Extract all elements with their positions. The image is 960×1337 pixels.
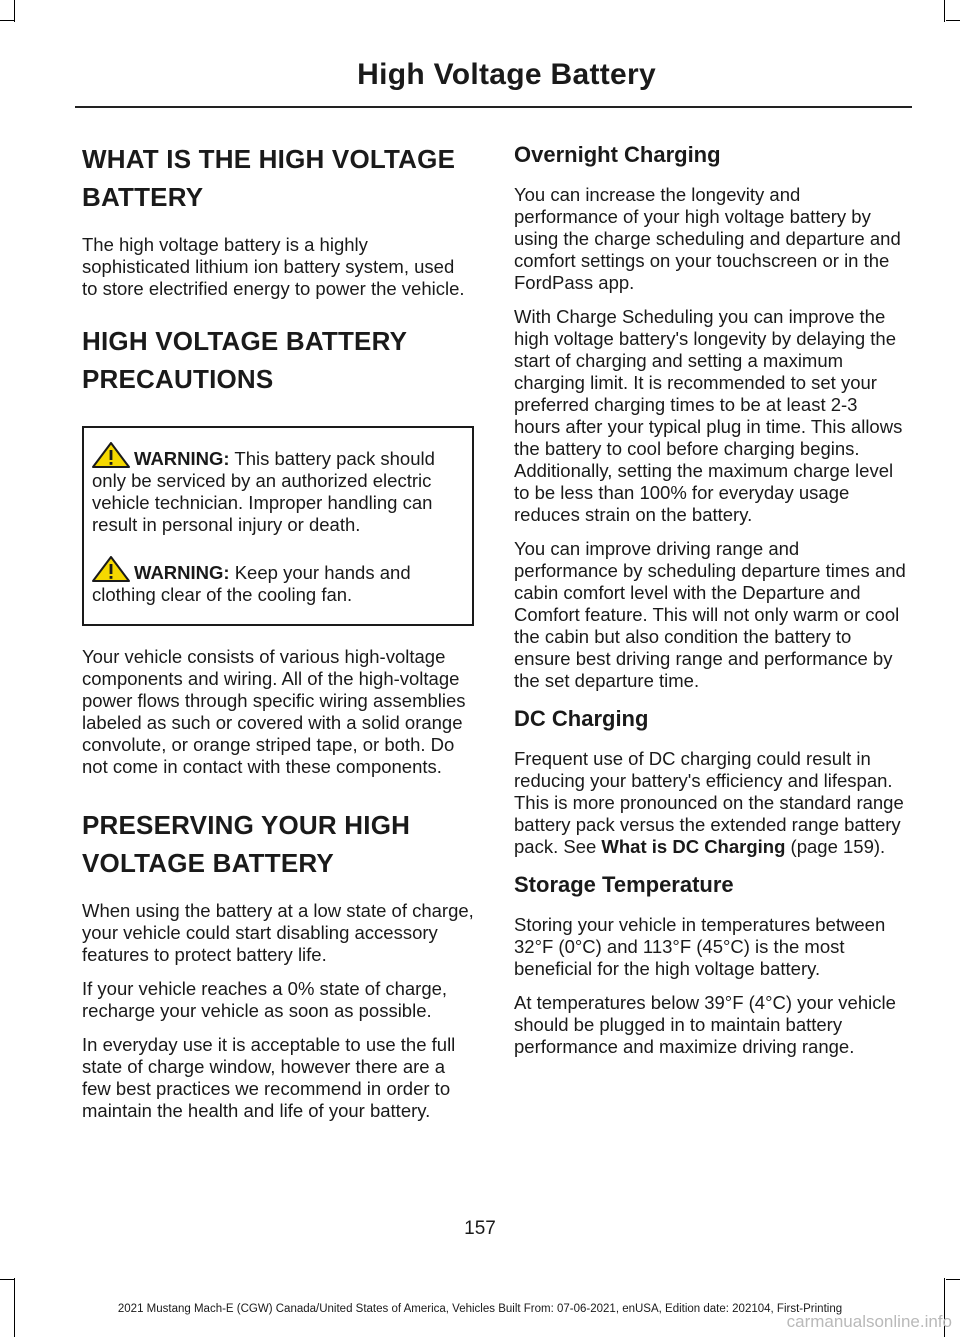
heading-precautions xyxy=(82,322,474,398)
subheading-overnight-charging: Overnight Charging xyxy=(514,142,721,167)
crop-mark xyxy=(0,1279,14,1280)
warning-text: This battery pack should only be serviced by an authorized electric vehicle technician. Improper handling can result in personal injury or death. xyxy=(92,448,435,535)
heading-line: PRECAUTIONS xyxy=(82,364,274,394)
heading-line: VOLTAGE BATTERY xyxy=(82,848,334,878)
heading-line: PRESERVING YOUR HIGH xyxy=(82,810,411,840)
heading-line: WHAT IS THE HIGH VOLTAGE xyxy=(82,144,456,174)
paragraph: At temperatures below 39°F (4°C) your vehicle should be plugged in to maintain battery performance and maximize driving range. xyxy=(514,992,896,1057)
warning-triangle-icon xyxy=(92,442,130,468)
left-column xyxy=(82,140,474,1134)
paragraph xyxy=(514,748,906,858)
subheading-dc-charging: DC Charging xyxy=(514,706,649,731)
paragraph: If your vehicle reaches a 0% state of charge, recharge your vehicle as soon as possible. xyxy=(82,978,448,1021)
watermark: carmanualsonline.info xyxy=(786,1312,952,1331)
page-reference: (page 159). xyxy=(790,836,886,857)
crop-mark xyxy=(14,0,15,22)
paragraph: With Charge Scheduling you can improve the high voltage battery's longevity by delaying the start of charging and setting a maximum charging limit. It is recommended to set your preferred charging times to be at least 2-3 hours after your typical plug in time. This allows the battery to cool before charging begins. Additionally, setting the maximum charge level to be less than 100% for everyday usage reduces strain on the battery. xyxy=(514,306,903,525)
crop-mark xyxy=(0,20,14,21)
crop-mark xyxy=(946,20,960,21)
paragraph: Storing your vehicle in temperatures between 32°F (0°C) and 113°F (45°C) is the most beneficial for the high voltage battery. xyxy=(514,914,886,979)
paragraph: You can increase the longevity and performance of your high voltage battery by using the charge scheduling and departure and comfort settings on your touchscreen or in the FordPass app. xyxy=(514,184,901,293)
paragraph: Your vehicle consists of various high-voltage components and wiring. All of the high-voltage power flows through specific wiring assemblies labeled as such or covered with a solid orange convolute, or orange striped tape, or both. Do not come in contact with these components. xyxy=(82,646,466,777)
crop-mark xyxy=(946,1279,960,1280)
paragraph: In everyday use it is acceptable to use the full state of charge window, however there are a few best practices we recommend in order to maintain the health and life of your battery. xyxy=(82,1034,456,1121)
crop-mark xyxy=(944,0,945,22)
cross-reference-link[interactable]: What is DC Charging xyxy=(601,836,786,857)
heading-what-is-battery xyxy=(82,140,474,216)
heading-line: HIGH VOLTAGE BATTERY xyxy=(82,326,408,356)
paragraph: The high voltage battery is a highly sophisticated lithium ion battery system, used to store electrified energy to power the vehicle. xyxy=(82,234,465,299)
section-title: High Voltage Battery xyxy=(357,58,656,91)
subheading-storage-temperature: Storage Temperature xyxy=(514,872,734,897)
warning-text: Keep your hands and clothing clear of the cooling fan. xyxy=(92,562,411,605)
right-column xyxy=(514,140,906,1070)
warning-label: WARNING: xyxy=(134,448,230,469)
page-number: 157 xyxy=(464,1218,496,1239)
header-divider xyxy=(75,106,912,108)
warning-box xyxy=(82,426,474,626)
paragraph: When using the battery at a low state of charge, your vehicle could start disabling accessory features to protect battery life. xyxy=(82,900,474,965)
paragraph-text: Frequent use of DC charging could result in reducing your battery's efficiency and lifespan. This is more pronounced on the standard range battery pack versus the extended range battery pack. See xyxy=(514,748,904,857)
paragraph: You can improve driving range and performance by scheduling departure times and cabin comfort level with the Departure and Comfort feature. This will not only warm or cool the cabin but also condition the battery to ensure best driving range and performance by the set departure time. xyxy=(514,538,906,691)
warning-triangle-icon xyxy=(92,556,130,582)
heading-line: BATTERY xyxy=(82,182,204,212)
footer-text: 2021 Mustang Mach-E (CGW) Canada/United States of America, Vehicles Built From: 07-06-2021, enUSA, Edition date: 202104, First-Printing xyxy=(117,1303,843,1315)
warning-label: WARNING: xyxy=(134,562,230,583)
heading-preserving-battery xyxy=(82,806,474,882)
warning-message xyxy=(92,442,466,536)
warning-message xyxy=(92,556,466,606)
